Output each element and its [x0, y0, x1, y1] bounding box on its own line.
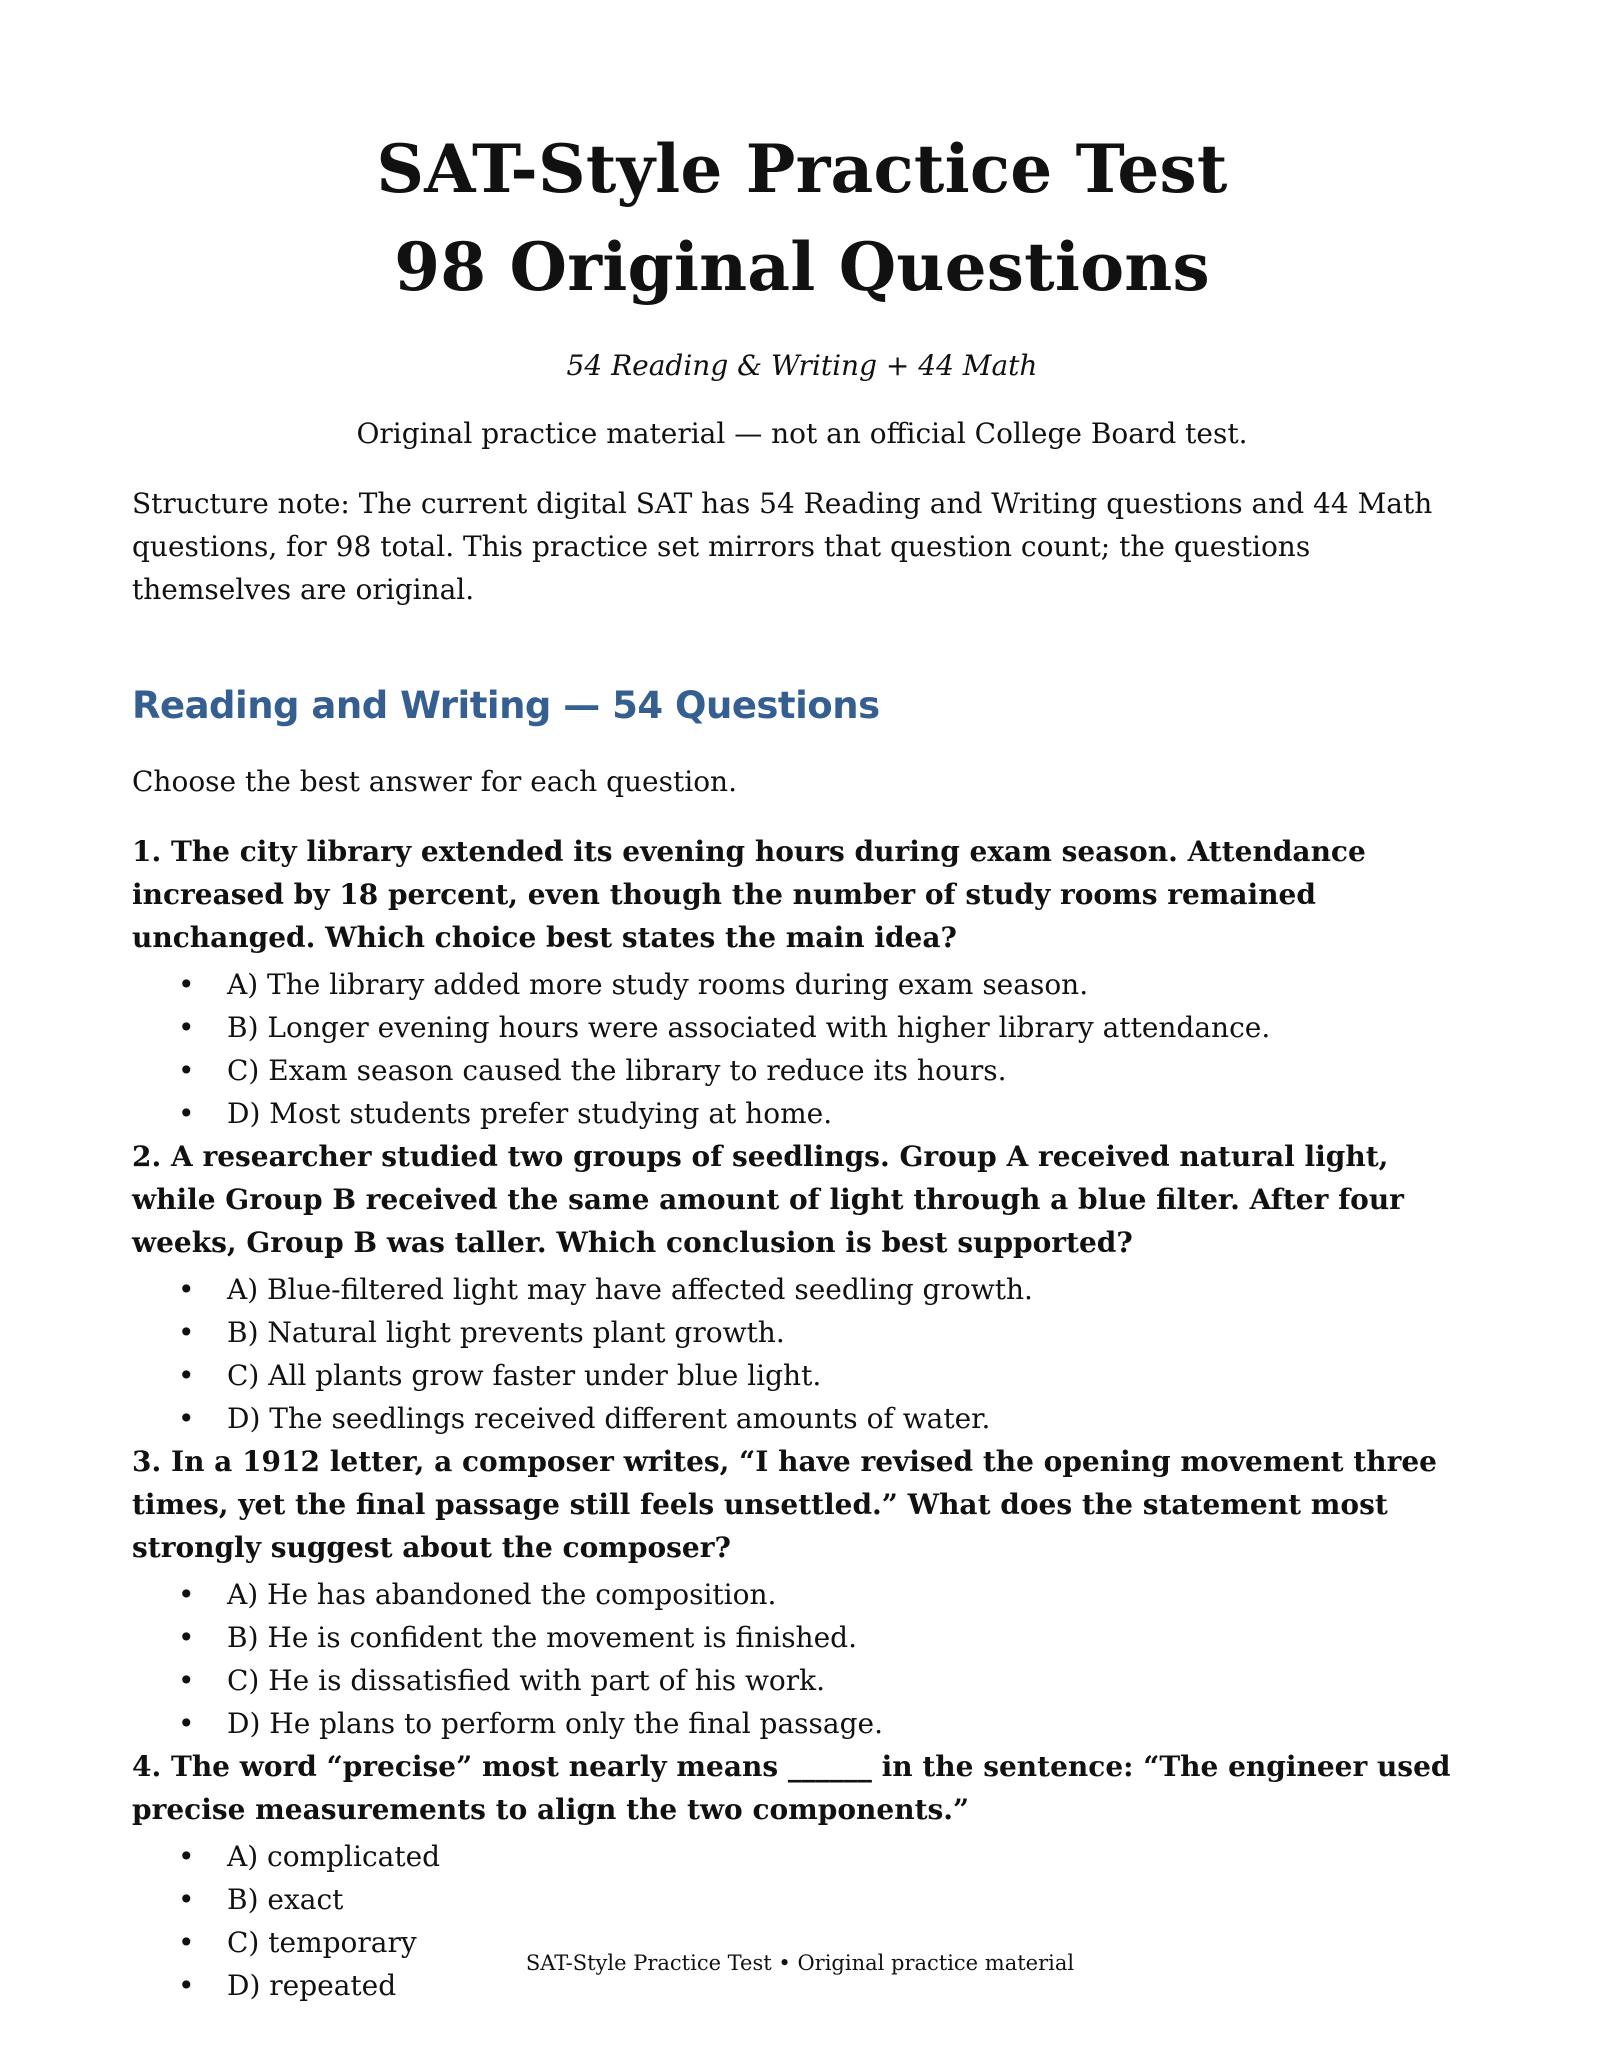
answer-choice [132, 1702, 1472, 1745]
structure-note: Structure note: The current digital SAT has 54 Reading and Writing questions and 44 Math questions, for 98 total. This practice set mirrors that question count; the questions themselves are original. [132, 487, 1433, 606]
bullet-icon: • [178, 1010, 195, 1044]
answer-choice [132, 1311, 1472, 1354]
answer-choice [132, 1616, 1472, 1659]
question-item [132, 830, 1472, 1135]
choice-text: D) Most students prefer studying at home. [227, 1096, 833, 1130]
answer-choice [132, 1573, 1472, 1616]
bullet-icon: • [178, 1401, 195, 1435]
question-item [132, 1135, 1472, 1440]
bullet-icon: • [178, 1577, 195, 1611]
answer-choice [132, 1659, 1472, 1702]
choice-text: B) Longer evening hours were associated with higher library attendance. [227, 1010, 1271, 1044]
answer-choice [132, 1835, 1472, 1878]
bullet-icon: • [178, 1839, 195, 1873]
answer-choice [132, 1268, 1472, 1311]
answer-choice [132, 1092, 1472, 1135]
answer-choices [132, 1573, 1472, 1745]
bullet-icon: • [178, 1620, 195, 1654]
question-stem: 2. A researcher studied two groups of seedlings. Group A received natural light, while Group B received the same amount of light through a blue filter. After four weeks, Group B was taller. Which conclusion is best supported? [132, 1139, 1404, 1259]
bullet-icon: • [178, 1925, 195, 1959]
answer-choices [132, 1268, 1472, 1440]
choice-text: A) Blue-filtered light may have affected seedling growth. [227, 1272, 1033, 1306]
page-content [132, 120, 1472, 2007]
choice-text: D) He plans to perform only the final passage. [227, 1706, 884, 1740]
answer-choice [132, 963, 1472, 1006]
document-subtitle: 54 Reading & Writing + 44 Math [566, 349, 1038, 382]
choice-text: B) He is confident the movement is finished. [227, 1620, 857, 1654]
page-footer: SAT-Style Practice Test • Original practice material [525, 1951, 1075, 1975]
bullet-icon: • [178, 1272, 195, 1306]
section-heading: Reading and Writing — 54 Questions [132, 684, 880, 727]
bullet-icon: • [178, 1096, 195, 1130]
choice-text: D) repeated [227, 1968, 397, 2002]
bullet-icon: • [178, 1663, 195, 1697]
answer-choice [132, 1354, 1472, 1397]
bullet-icon: • [178, 1358, 195, 1392]
question-stem: 3. In a 1912 letter, a composer writes, “I have revised the opening movement three times, yet the final passage still feels unsettled.” What does the statement most strongly suggest about the composer? [132, 1444, 1437, 1564]
choice-text: B) exact [227, 1882, 344, 1916]
choice-text: C) Exam season caused the library to reduce its hours. [227, 1053, 1007, 1087]
choice-text: C) temporary [227, 1925, 417, 1959]
choice-text: D) The seedlings received different amounts of water. [227, 1401, 991, 1435]
choice-text: C) He is dissatisfied with part of his work. [227, 1663, 826, 1697]
bullet-icon: • [178, 1315, 195, 1349]
document-title [132, 120, 1472, 316]
choice-text: A) The library added more study rooms during exam season. [227, 967, 1089, 1001]
answer-choices [132, 963, 1472, 1135]
bullet-icon: • [178, 1882, 195, 1916]
question-stem: 1. The city library extended its evening hours during exam season. Attendance increased by 18 percent, even though the number of study rooms remained unchanged. Which choice best states the main idea? [132, 834, 1366, 954]
section-instructions: Choose the best answer for each question. [132, 764, 737, 798]
bullet-icon: • [178, 1706, 195, 1740]
choice-text: B) Natural light prevents plant growth. [227, 1315, 785, 1349]
answer-choice [132, 1006, 1472, 1049]
bullet-icon: • [178, 1053, 195, 1087]
answer-choice [132, 1049, 1472, 1092]
answer-choice [132, 1397, 1472, 1440]
answer-choices [132, 1835, 1472, 2007]
choice-text: A) He has abandoned the composition. [227, 1577, 777, 1611]
answer-choice [132, 1878, 1472, 1921]
bullet-icon: • [178, 967, 195, 1001]
disclaimer-text: Original practice material — not an official College Board test. [356, 417, 1248, 450]
question-list [132, 830, 1472, 2007]
title-line-1: SAT-Style Practice Test [376, 130, 1228, 208]
choice-text: A) complicated [227, 1839, 441, 1873]
choice-text: C) All plants grow faster under blue light. [227, 1358, 822, 1392]
question-item [132, 1440, 1472, 1745]
title-line-2: 98 Original Questions [394, 228, 1210, 306]
question-stem: 4. The word “precise” most nearly means ______ in the sentence: “The engineer used precise measurements to align the two components.” [132, 1749, 1451, 1826]
bullet-icon: • [178, 1968, 195, 2002]
